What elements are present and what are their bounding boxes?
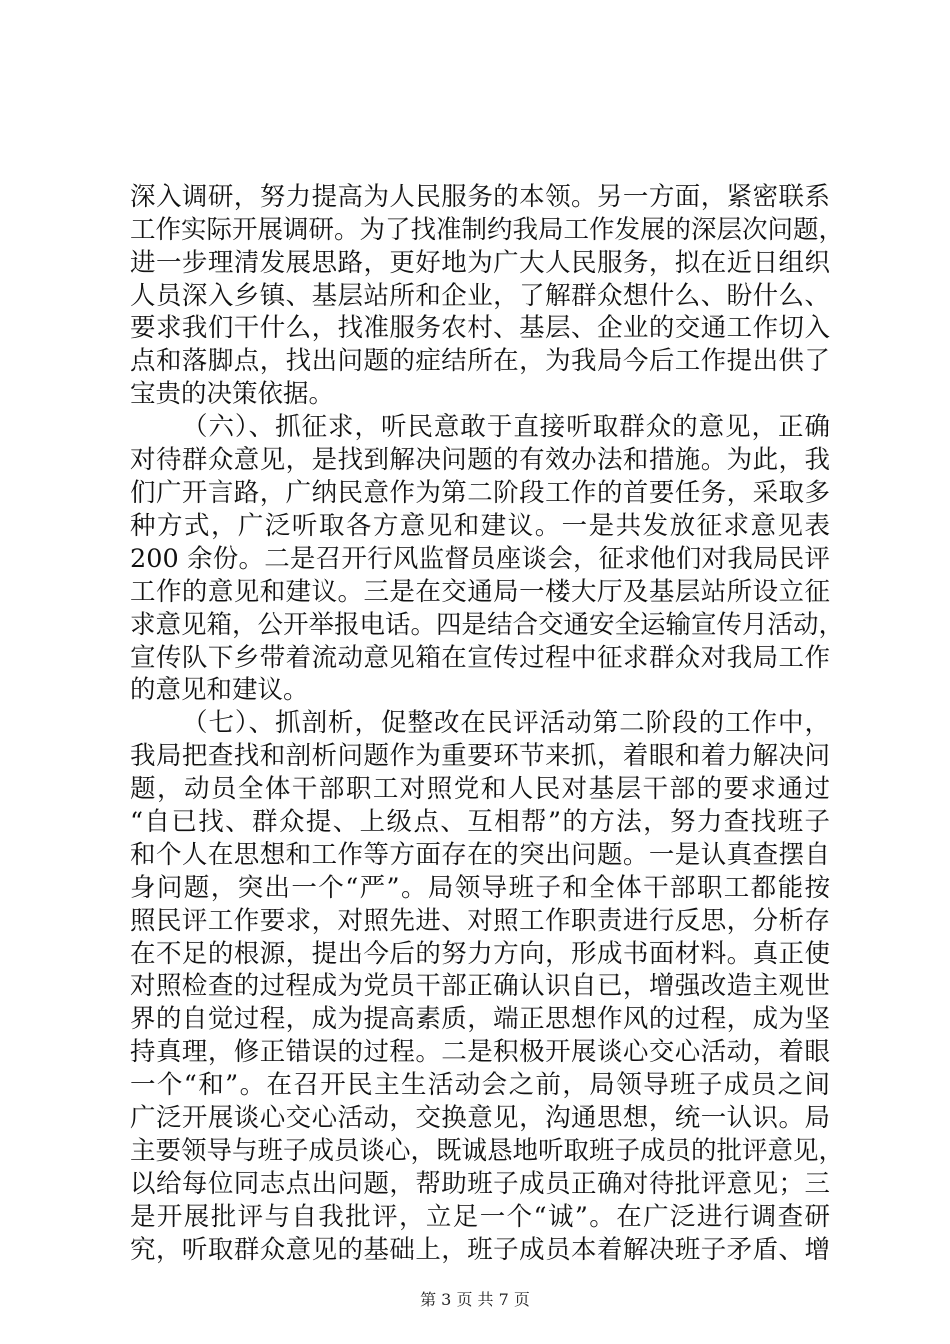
text-line: 持真理，修正错误的过程。二是积极开展谈心交心活动，着眼 — [130, 1037, 830, 1067]
text-line: 要求我们干什么，找准服务农村、基层、企业的交通工作切入 — [130, 313, 830, 343]
text-line: 的意见和建议。 — [130, 675, 309, 705]
text-line: 进一步理清发展思路，更好地为广大人民服务，拟在近日组织 — [130, 248, 830, 278]
text-line: 宝贵的决策依据。 — [130, 379, 335, 409]
paragraph-heading-seven: （七）、抓剖析，促整改在民评活动第二阶段的工作中， — [182, 708, 830, 738]
text-line: 主要领导与班子成员谈心，既诚恳地听取班子成员的批评意见， — [130, 1136, 845, 1166]
text-line: 是开展批评与自我批评，立足一个“诚”。在广泛进行调查研 — [130, 1202, 830, 1232]
page-number: 第 3 页 共 7 页 — [420, 1290, 530, 1309]
text-line: 宣传队下乡带着流动意见箱在宣传过程中征求群众对我局工作 — [130, 643, 830, 673]
text-line: 究，听取群众意见的基础上，班子成员本着解决班子矛盾、增 — [130, 1235, 830, 1265]
text-line: 题，动员全体干部职工对照党和人民对基层干部的要求通过 — [130, 774, 830, 804]
text-line: 对待群众意见，是找到解决问题的有效办法和措施。为此，我 — [130, 445, 830, 475]
text-line: 人员深入乡镇、基层站所和企业，了解群众想什么、盼什么、 — [130, 281, 830, 311]
text-line: 以给每位同志点出问题，帮助班子成员正确对待批评意见；三 — [130, 1169, 830, 1199]
text-line: 照民评工作要求，对照先进、对照工作职责进行反思，分析存 — [130, 906, 830, 936]
text-line: 广泛开展谈心交心活动，交换意见，沟通思想，统一认识。局 — [130, 1103, 830, 1133]
text-line: 工作实际开展调研。为了找准制约我局工作发展的深层次问题， — [130, 215, 845, 245]
text-line: 一个“和”。在召开民主生活动会之前，局领导班子成员之间 — [130, 1070, 830, 1100]
text-line: 种方式，广泛听取各方意见和建议。一是共发放征求意见表 — [130, 511, 830, 541]
text-line: 求意见箱，公开举报电话。四是结合交通安全运输宣传月活动， — [130, 610, 845, 640]
text-line: 点和落脚点，找出问题的症结所在，为我局今后工作提出供了 — [130, 346, 830, 376]
text-line: 对照检查的过程成为党员干部正确认识自已，增强改造主观世 — [130, 971, 830, 1001]
text-line: 我局把查找和剖析问题作为重要环节来抓，着眼和着力解决问 — [130, 741, 830, 771]
text-line: 身问题，突出一个“严”。局领导班子和全体干部职工都能按 — [130, 873, 830, 903]
text-line: 界的自觉过程，成为提高素质，端正思想作风的过程，成为坚 — [130, 1004, 830, 1034]
paragraph-heading-six: （六）、抓征求，听民意敢于直接听取群众的意见，正确 — [182, 412, 830, 442]
text-line: 深入调研，努力提高为人民服务的本领。另一方面，紧密联系 — [130, 182, 830, 212]
text-line: 和个人在思想和工作等方面存在的突出问题。一是认真查摆自 — [130, 840, 830, 870]
text-line: 工作的意见和建议。三是在交通局一楼大厅及基层站所设立征 — [130, 577, 830, 607]
text-line: 们广开言路，广纳民意作为第二阶段工作的首要任务，采取多 — [130, 478, 830, 508]
text-line: 200 余份。二是召开行风监督员座谈会，征求他们对我局民评 — [130, 544, 830, 574]
text-line: “自已找、群众提、上级点、互相帮”的方法，努力查找班子 — [130, 807, 830, 837]
text-line: 在不足的根源，提出今后的努力方向，形成书面材料。真正使 — [130, 939, 830, 969]
